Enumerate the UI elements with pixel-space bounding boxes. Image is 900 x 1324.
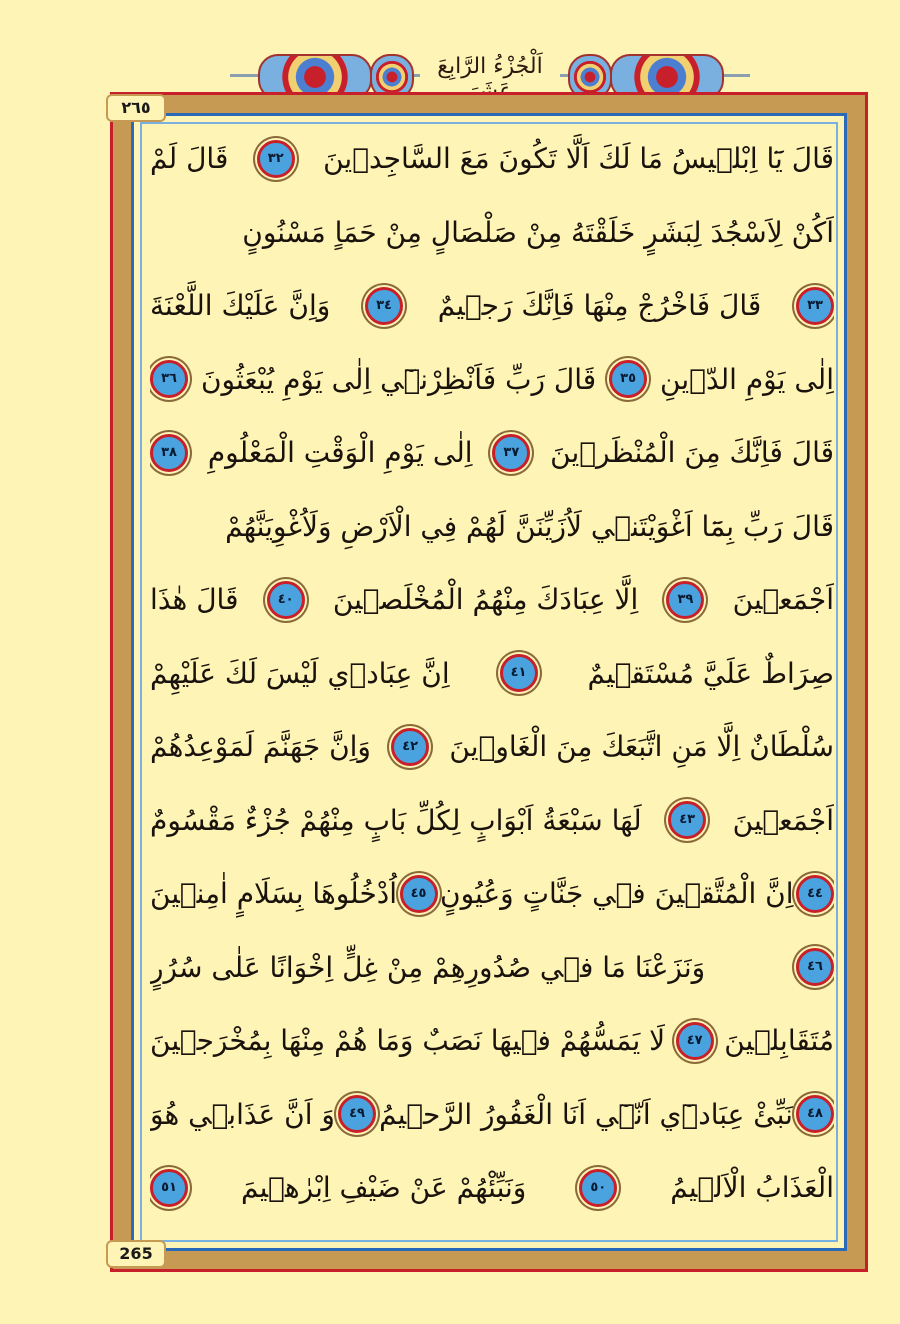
verse-text: اِلٰى يَوْمِ الْوَقْتِ الْمَعْلُومِ: [207, 436, 473, 470]
ayah-number-marker: ٤٢: [391, 728, 429, 766]
verse-text: اِلٰى يَوْمِ الدّ۪ينِ: [660, 362, 834, 396]
text-line: [150, 1078, 834, 1152]
text-line: [150, 563, 834, 637]
ayah-number-marker: ٣٥: [609, 360, 647, 398]
ayah-number-marker: ٥١: [150, 1169, 188, 1207]
ayah-number-marker: ٣٤: [365, 287, 403, 325]
text-line: [150, 1004, 834, 1078]
verse-text: قَالَ يَٓا اِبْل۪يسُ مَا لَكَ اَلَّا تَكُونَ مَعَ السَّاجِد۪ينَ: [323, 142, 834, 176]
verse-text: صِرَاطٌ عَلَيَّ مُسْتَق۪يمٌ: [587, 656, 834, 690]
ayah-number-marker: ٣٨: [150, 434, 188, 472]
text-line: [150, 637, 834, 711]
text-line: [150, 122, 834, 196]
ayah-number-marker: ٤٧: [676, 1022, 714, 1060]
text-line: [150, 710, 834, 784]
ayah-number-marker: ٤٠: [267, 581, 305, 619]
text-line: [150, 269, 834, 343]
verse-text: نَبِّئْ عِبَاد۪ٓي اَنّ۪ٓي اَنَا الْغَفُورُ الرَّح۪يمُ: [379, 1097, 793, 1131]
verse-text: قَالَ رَبِّ فَاَنْظِرْن۪ٓي اِلٰى يَوْمِ يُبْعَثُونَ: [200, 362, 597, 396]
ayah-number-marker: ٤٨: [796, 1095, 834, 1133]
verse-text: اَجْمَع۪ينَ: [732, 583, 834, 617]
verse-text: اُدْخُلُوهَا بِسَلَامٍ اٰمِن۪ينَ: [150, 877, 397, 911]
verse-text: قَالَ هٰذَا: [150, 583, 239, 617]
text-line: [150, 196, 834, 270]
ayah-number-marker: ٣٦: [150, 360, 188, 398]
verse-text: اِنَّ الْمُتَّق۪ينَ ف۪ي جَنَّاتٍ وَعُيُونٍ: [440, 877, 794, 911]
verse-text: لَهَا سَبْعَةُ اَبْوَابٍ لِكُلِّ بَابٍ مِنْهُمْ جُزْءٌ مَقْسُومٌ: [150, 803, 642, 837]
ayah-number-marker: ٤١: [500, 654, 538, 692]
ayah-number-marker: ٤٦: [796, 948, 834, 986]
verse-text: اِلَّا عِبَادَكَ مِنْهُمُ الْمُخْلَص۪ينَ: [332, 583, 639, 617]
page-number-bottom: 265: [106, 1240, 166, 1268]
verse-text: وَنَبِّئْهُمْ عَنْ ضَيْفِ اِبْرٰه۪يمَ: [240, 1171, 527, 1205]
verse-text: قَالَ فَاِنَّكَ مِنَ الْمُنْظَر۪ينَ: [550, 436, 834, 470]
ayah-number-marker: ٤٣: [668, 801, 706, 839]
verse-text: سُلْطَانٌ اِلَّا مَنِ اتَّبَعَكَ مِنَ الْغَاو۪ينَ: [449, 730, 834, 764]
ayah-number-marker: ٣٢: [257, 140, 295, 178]
ayah-number-marker: ٥٠: [579, 1169, 617, 1207]
page-number-top: ٢٦٥: [106, 94, 166, 122]
quran-text: [150, 122, 834, 1234]
verse-text: الْعَذَابُ الْاَل۪يمُ: [670, 1171, 834, 1205]
verse-text: وَاِنَّ عَلَيْكَ اللَّعْنَةَ: [150, 289, 331, 323]
verse-text: وَنَزَعْنَا مَا ف۪ي صُدُورِهِمْ مِنْ غِلٍّ اِخْوَانًا عَلٰى سُرُرٍ: [150, 950, 706, 984]
verse-text: اِنَّ عِبَاد۪ي لَيْسَ لَكَ عَلَيْهِمْ: [150, 656, 450, 690]
verse-text: اَجْمَع۪ينَ: [732, 803, 834, 837]
verse-text: اَكُنْ لِاَسْجُدَ لِبَشَرٍ خَلَقْتَهُ مِنْ صَلْصَالٍ مِنْ حَمَاٍ مَسْنُونٍ: [242, 215, 834, 249]
text-line: [150, 857, 834, 931]
juz-title: اَلْجُزْءُ الرَّابِعَ: [420, 54, 560, 104]
text-line: [150, 1151, 834, 1225]
ayah-number-marker: ٤٥: [400, 875, 438, 913]
verse-text: قَالَ لَمْ: [150, 142, 229, 176]
ayah-number-marker: ٤٩: [338, 1095, 376, 1133]
verse-text: قَالَ رَبِّ بِمَٓا اَغْوَيْتَن۪ي لَاُزَيِّنَنَّ لَهُمْ فِي الْاَرْضِ وَلَاُغْوِيَنَّهُمْ: [225, 509, 834, 543]
verse-text: قَالَ فَاخْرُجْ مِنْهَا فَاِنَّكَ رَج۪يمٌ: [437, 289, 762, 323]
ayah-number-marker: ٣٣: [796, 287, 834, 325]
verse-text: مُتَقَابِل۪ينَ: [724, 1024, 834, 1058]
text-line: [150, 784, 834, 858]
ayah-number-marker: ٣٧: [492, 434, 530, 472]
verse-text: لَا يَمَسُّهُمْ ف۪يهَا نَصَبٌ وَمَا هُمْ مِنْهَا بِمُخْرَج۪ينَ: [150, 1024, 666, 1058]
verse-text: وَاِنَّ جَهَنَّمَ لَمَوْعِدُهُمْ: [150, 730, 371, 764]
text-line: [150, 490, 834, 564]
ayah-number-marker: ٣٩: [666, 581, 704, 619]
text-line: [150, 343, 834, 417]
ayah-number-marker: ٤٤: [796, 875, 834, 913]
text-line: [150, 931, 834, 1005]
text-line: [150, 416, 834, 490]
verse-text: وَ اَنَّ عَذَاب۪ي هُوَ: [150, 1097, 335, 1131]
